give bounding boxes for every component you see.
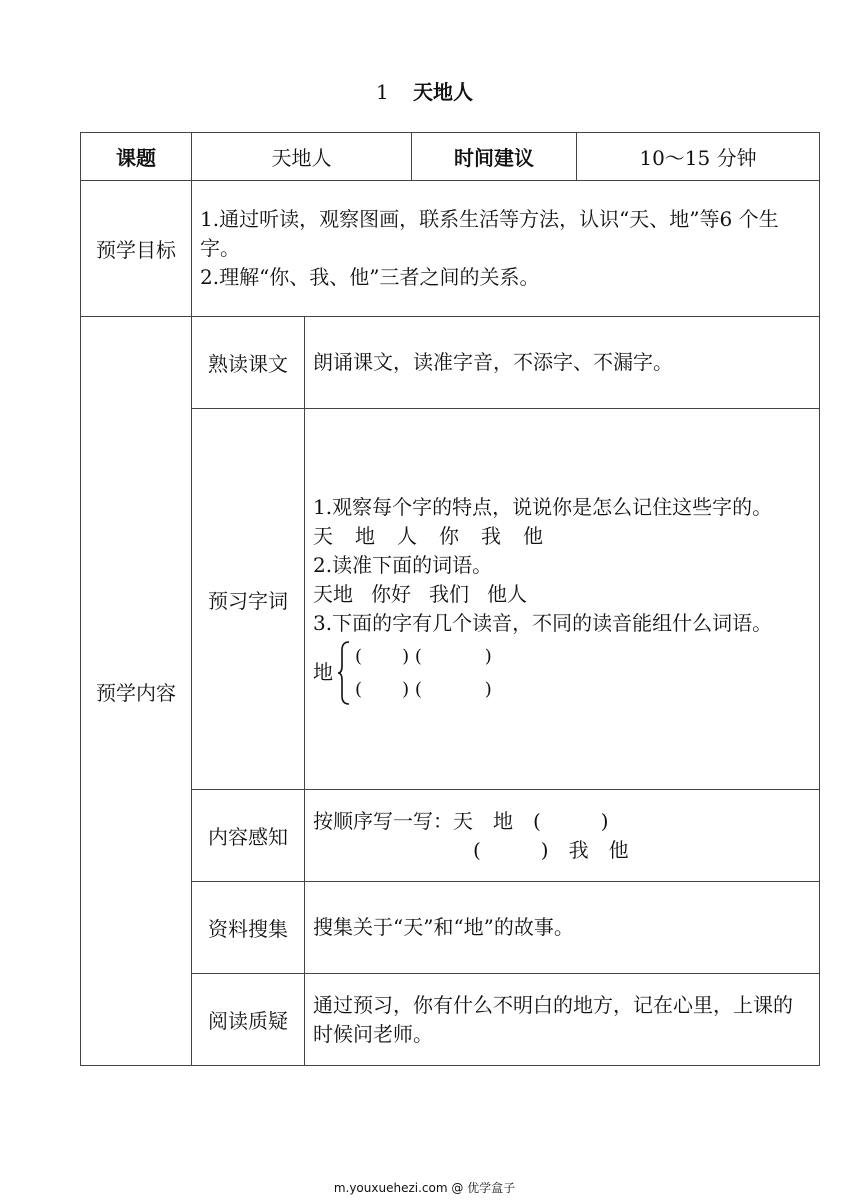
- word-item: 天地: [313, 581, 353, 606]
- goal-2: 2.理解“你、我、他”三者之间的关系。: [200, 265, 540, 289]
- goals-text: [192, 181, 820, 317]
- question-row: [81, 974, 820, 1066]
- word-item: 你好: [371, 581, 411, 606]
- label-perception: 内容感知: [192, 790, 305, 882]
- char-item: 我: [481, 523, 501, 548]
- brace-icon: [337, 640, 351, 706]
- perception-text: [305, 790, 820, 882]
- char-list: [313, 522, 811, 551]
- lesson-number: 1: [375, 80, 389, 104]
- label-topic: 课题: [81, 133, 192, 181]
- time-value: 10～15 分钟: [577, 133, 820, 181]
- goals-row: [81, 181, 820, 317]
- char-item: 天: [313, 523, 333, 548]
- char-item: 他: [523, 523, 543, 548]
- topic-value: 天地人: [192, 133, 412, 181]
- perception-line-1: 按顺序写一写：天 地 ( ): [313, 808, 609, 833]
- vocab-row: [81, 409, 820, 790]
- question-text: 通过预习，你有什么不明白的地方，记在心里，上课的时候问老师。: [305, 974, 820, 1066]
- vocab-text: [305, 409, 820, 790]
- lesson-name: 天地人: [413, 80, 474, 104]
- polyphone-char: 地: [313, 660, 333, 684]
- label-content: 预学内容: [81, 317, 192, 1066]
- page-title: [0, 76, 849, 105]
- blank-rows: [355, 640, 492, 706]
- header-row: [81, 133, 820, 181]
- label-goals: 预学目标: [81, 181, 192, 317]
- vocab-q2: 2.读准下面的词语。: [313, 552, 493, 577]
- footer-watermark: m.youxuehezi.com @ 优学盒子: [333, 1181, 516, 1195]
- collect-row: [81, 882, 820, 974]
- label-vocab: 预习字词: [192, 409, 305, 790]
- perception-row: [81, 790, 820, 882]
- reading-text: 朗诵课文，读准字音，不添字、不漏字。: [305, 317, 820, 409]
- label-reading: 熟读课文: [192, 317, 305, 409]
- vocab-q1: 1.观察每个字的特点，说说你是怎么记住这些字的。: [313, 494, 773, 519]
- word-list: [313, 580, 811, 609]
- label-question: 阅读质疑: [192, 974, 305, 1066]
- polyphone-block: [313, 640, 811, 706]
- char-item: 地: [355, 523, 375, 548]
- perception-line-2: ( ) 我 他: [473, 837, 629, 862]
- label-collect: 资料搜集: [192, 882, 305, 974]
- char-item: 人: [397, 523, 417, 548]
- word-item: 他人: [487, 581, 527, 606]
- word-item: 我们: [429, 581, 469, 606]
- reading-row: [81, 317, 820, 409]
- blank-row-1[interactable]: ( ) ( ): [355, 645, 492, 667]
- collect-text: 搜集关于“天”和“地”的故事。: [305, 882, 820, 974]
- char-item: 你: [439, 523, 459, 548]
- vocab-q3: 3.下面的字有几个读音，不同的读音能组什么词语。: [313, 610, 773, 635]
- blank-row-2[interactable]: ( ) ( ): [355, 678, 492, 700]
- preview-table: [80, 132, 820, 1066]
- goal-1: 1.通过听读，观察图画，联系生活等方法，认识“天、地”等6 个生字。: [200, 207, 779, 260]
- label-time: 时间建议: [412, 133, 577, 181]
